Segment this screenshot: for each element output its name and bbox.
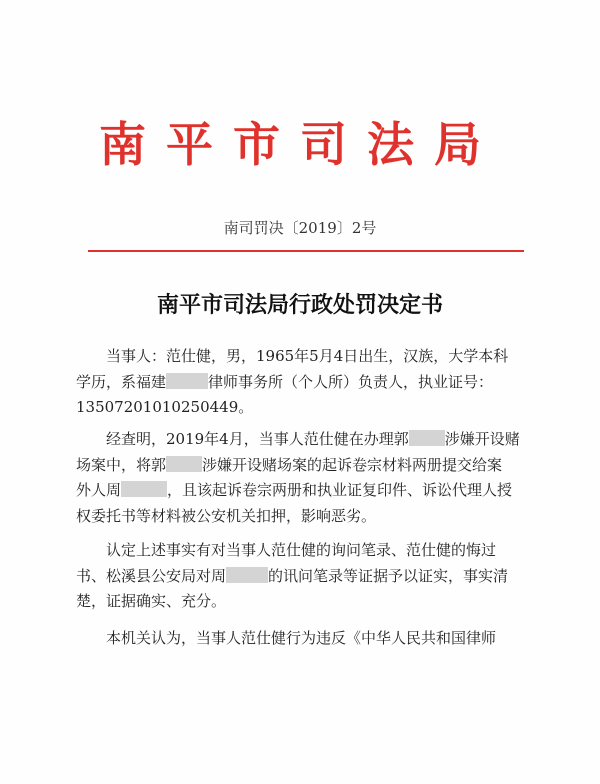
text-segment: 涉嫌开设赌	[444, 430, 520, 448]
text-segment: 外人周	[76, 481, 122, 499]
text-segment: 书、松溪县公安局对周	[76, 566, 227, 585]
redaction-block	[226, 567, 268, 583]
text-line	[76, 427, 526, 453]
paragraph-findings	[76, 427, 526, 529]
agency-letterhead-title: 南平市司法局	[99, 118, 501, 173]
text-segment: ，且该起诉卷宗两册和执业证复印件、诉讼代理人授	[167, 481, 513, 499]
text-segment: 经查明，2019年4月，当事人范仕健在办理郭	[106, 430, 409, 448]
text-line: 权委托书等材料被公安机关扣押，影响恶劣。	[76, 506, 377, 525]
letterhead-red-rule	[88, 250, 524, 252]
redaction-block	[166, 373, 208, 389]
paragraph-evidence	[76, 538, 526, 615]
text-segment: 学历，系福建	[76, 372, 167, 391]
text-line: 认定上述事实有对当事人范仕健的询问笔录、范仕健的悔过	[106, 541, 497, 559]
paragraph-party-info	[76, 344, 526, 421]
text-segment: 场案中，将郭	[76, 455, 167, 474]
redaction-block	[166, 456, 202, 472]
text-line	[76, 453, 526, 479]
text-line: 当事人：范仕健，男，1965年5月4日出生，汉族，大学本科	[106, 347, 509, 365]
paragraph-conclusion	[76, 626, 526, 652]
text-line	[76, 370, 526, 396]
text-line	[76, 564, 526, 590]
document-number: 南司罚决〔2019〕2号	[223, 219, 377, 237]
redaction-block	[409, 430, 445, 446]
text-line: 13507201010250449。	[76, 398, 254, 416]
redaction-block	[121, 481, 167, 497]
text-segment: 涉嫌开设赌场案的起诉卷宗材料两册提交给案	[202, 455, 503, 474]
text-line: 本机关认为，当事人范仕健行为违反《中华人民共和国律师	[106, 629, 497, 647]
text-segment: 律师事务所（个人所）负责人，执业证号：	[208, 372, 494, 391]
text-line	[76, 478, 526, 504]
document-heading: 南平市司法局行政处罚决定书	[156, 292, 443, 318]
text-segment: 的讯问笔录等证据予以证实，事实清	[268, 566, 509, 585]
text-line: 楚，证据确实、充分。	[76, 592, 227, 610]
